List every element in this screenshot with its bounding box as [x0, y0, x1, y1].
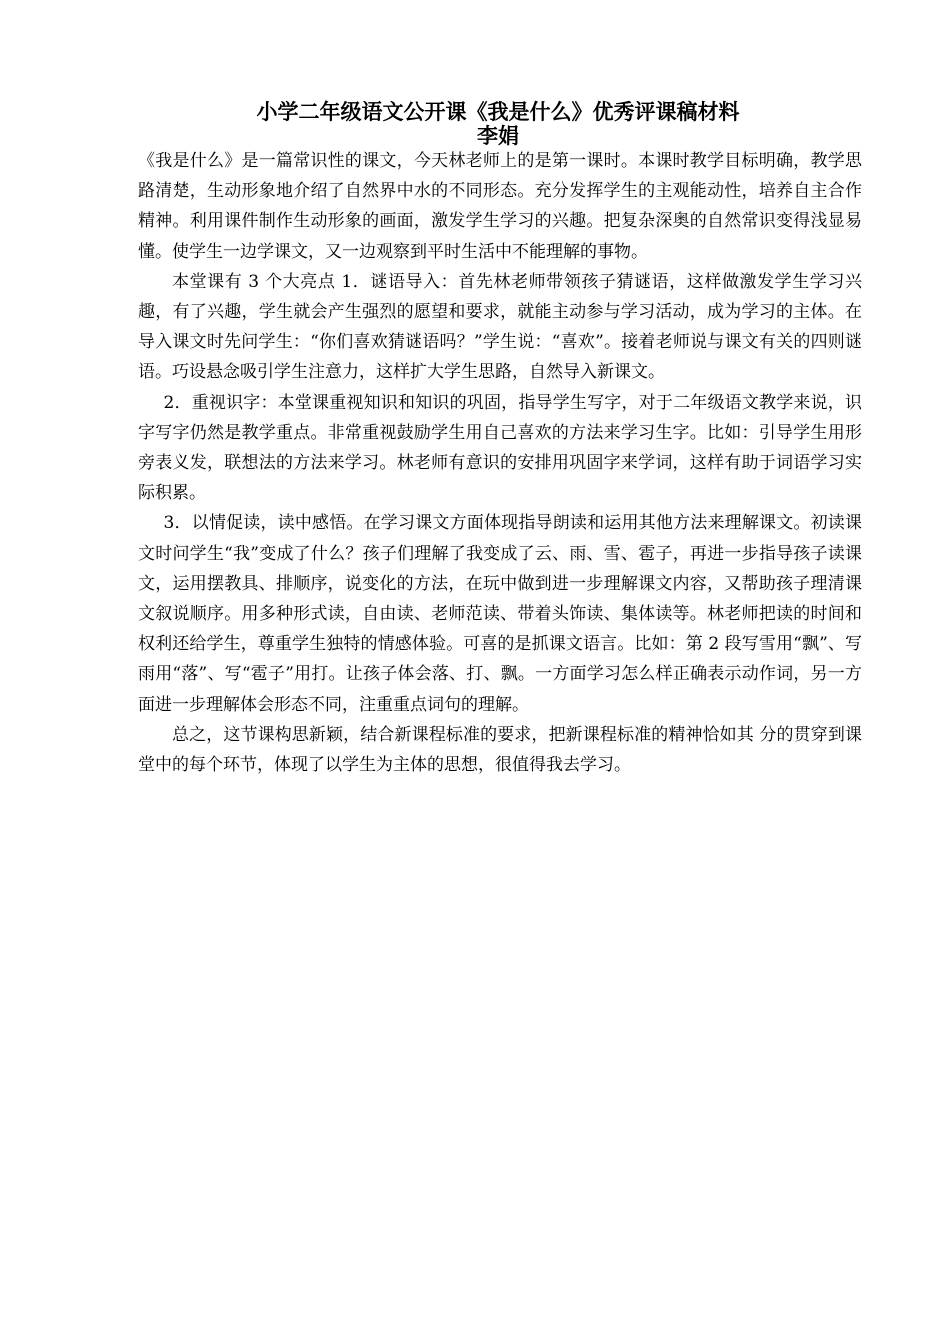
paragraph-conclusion: 总之，这节课构思新颖，结合新课程标准的要求，把新课程标准的精神恰如其 分的贯穿到课堂中的每个环节，体现了以学生为主体的思想，很值得我去学习。 — [138, 724, 862, 776]
paragraph-highlight-3: 3．以情促读，读中感悟。在学习课文方面体现指导朗读和运用其他方法来理解课文。初读课文时问学生“我”变成了什么？孩子们理解了我变成了云、雨、雪、雹子，再进一步指导孩子读课文，运用摆教具、排顺序，说变化的方法，在玩中做到进一步理解课文内容，又帮助孩子理清课文叙说顺序。用多种形式读，自由读、老师范读、带着头饰读、集体读等。林老师把读的时间和权利还给学生，尊重学生独特的情感体验。可喜的是抓课文语言。比如：第 2 段写雪用“飘”、写雨用“落”、写“雹子”用打。让孩子体会落、打、飘。一方面学习怎么样正确表示动作词，另一方面进一步理解体会形态不同，注重重点词句的理解。 — [138, 513, 862, 715]
paragraph-highlight-1: 本堂课有 3 个大亮点 1．谜语导入：首先林老师带领孩子猜谜语，这样做激发学生学习兴趣，有了兴趣，学生就会产生强烈的愿望和要求，就能主动参与学习活动，成为学习的主体。在导入课文时先问学生：“你们喜欢猜谜语吗？”学生说：“喜欢”。接着老师说与课文有关的四则谜语。巧设悬念吸引学生注意力，这样扩大学生思路，自然导入新课文。 — [138, 271, 862, 383]
document-author: 李娟 — [477, 124, 519, 148]
document-title: 小学二年级语文公开课《我是什么》优秀评课稿材料 — [256, 100, 740, 124]
document-body — [138, 146, 862, 780]
paragraph-intro: 《我是什么》是一篇常识性的课文，今天林老师上的是第一课时。本课时教学目标明确，教学思路清楚，生动形象地介绍了自然界中水的不同形态。充分发挥学生的主观能动性，培养自主合作精神。利用课件制作生动形象的画面，激发学生学习的兴趣。把复杂深奥的自然常识变得浅显易懂。使学生一边学课文，又一边观察到平时生活中不能理解的事物。 — [138, 151, 862, 262]
paragraph-highlight-2: 2．重视识字：本堂课重视知识和知识的巩固，指导学生写字，对于二年级语文教学来说，识字写字仍然是教学重点。非常重视鼓励学生用自己喜欢的方法来学习生字。比如：引导学生用形旁表义发，联想法的方法来学习。林老师有意识的安排用巩固字来学词，这样有助于词语学习实际积累。 — [138, 392, 862, 504]
